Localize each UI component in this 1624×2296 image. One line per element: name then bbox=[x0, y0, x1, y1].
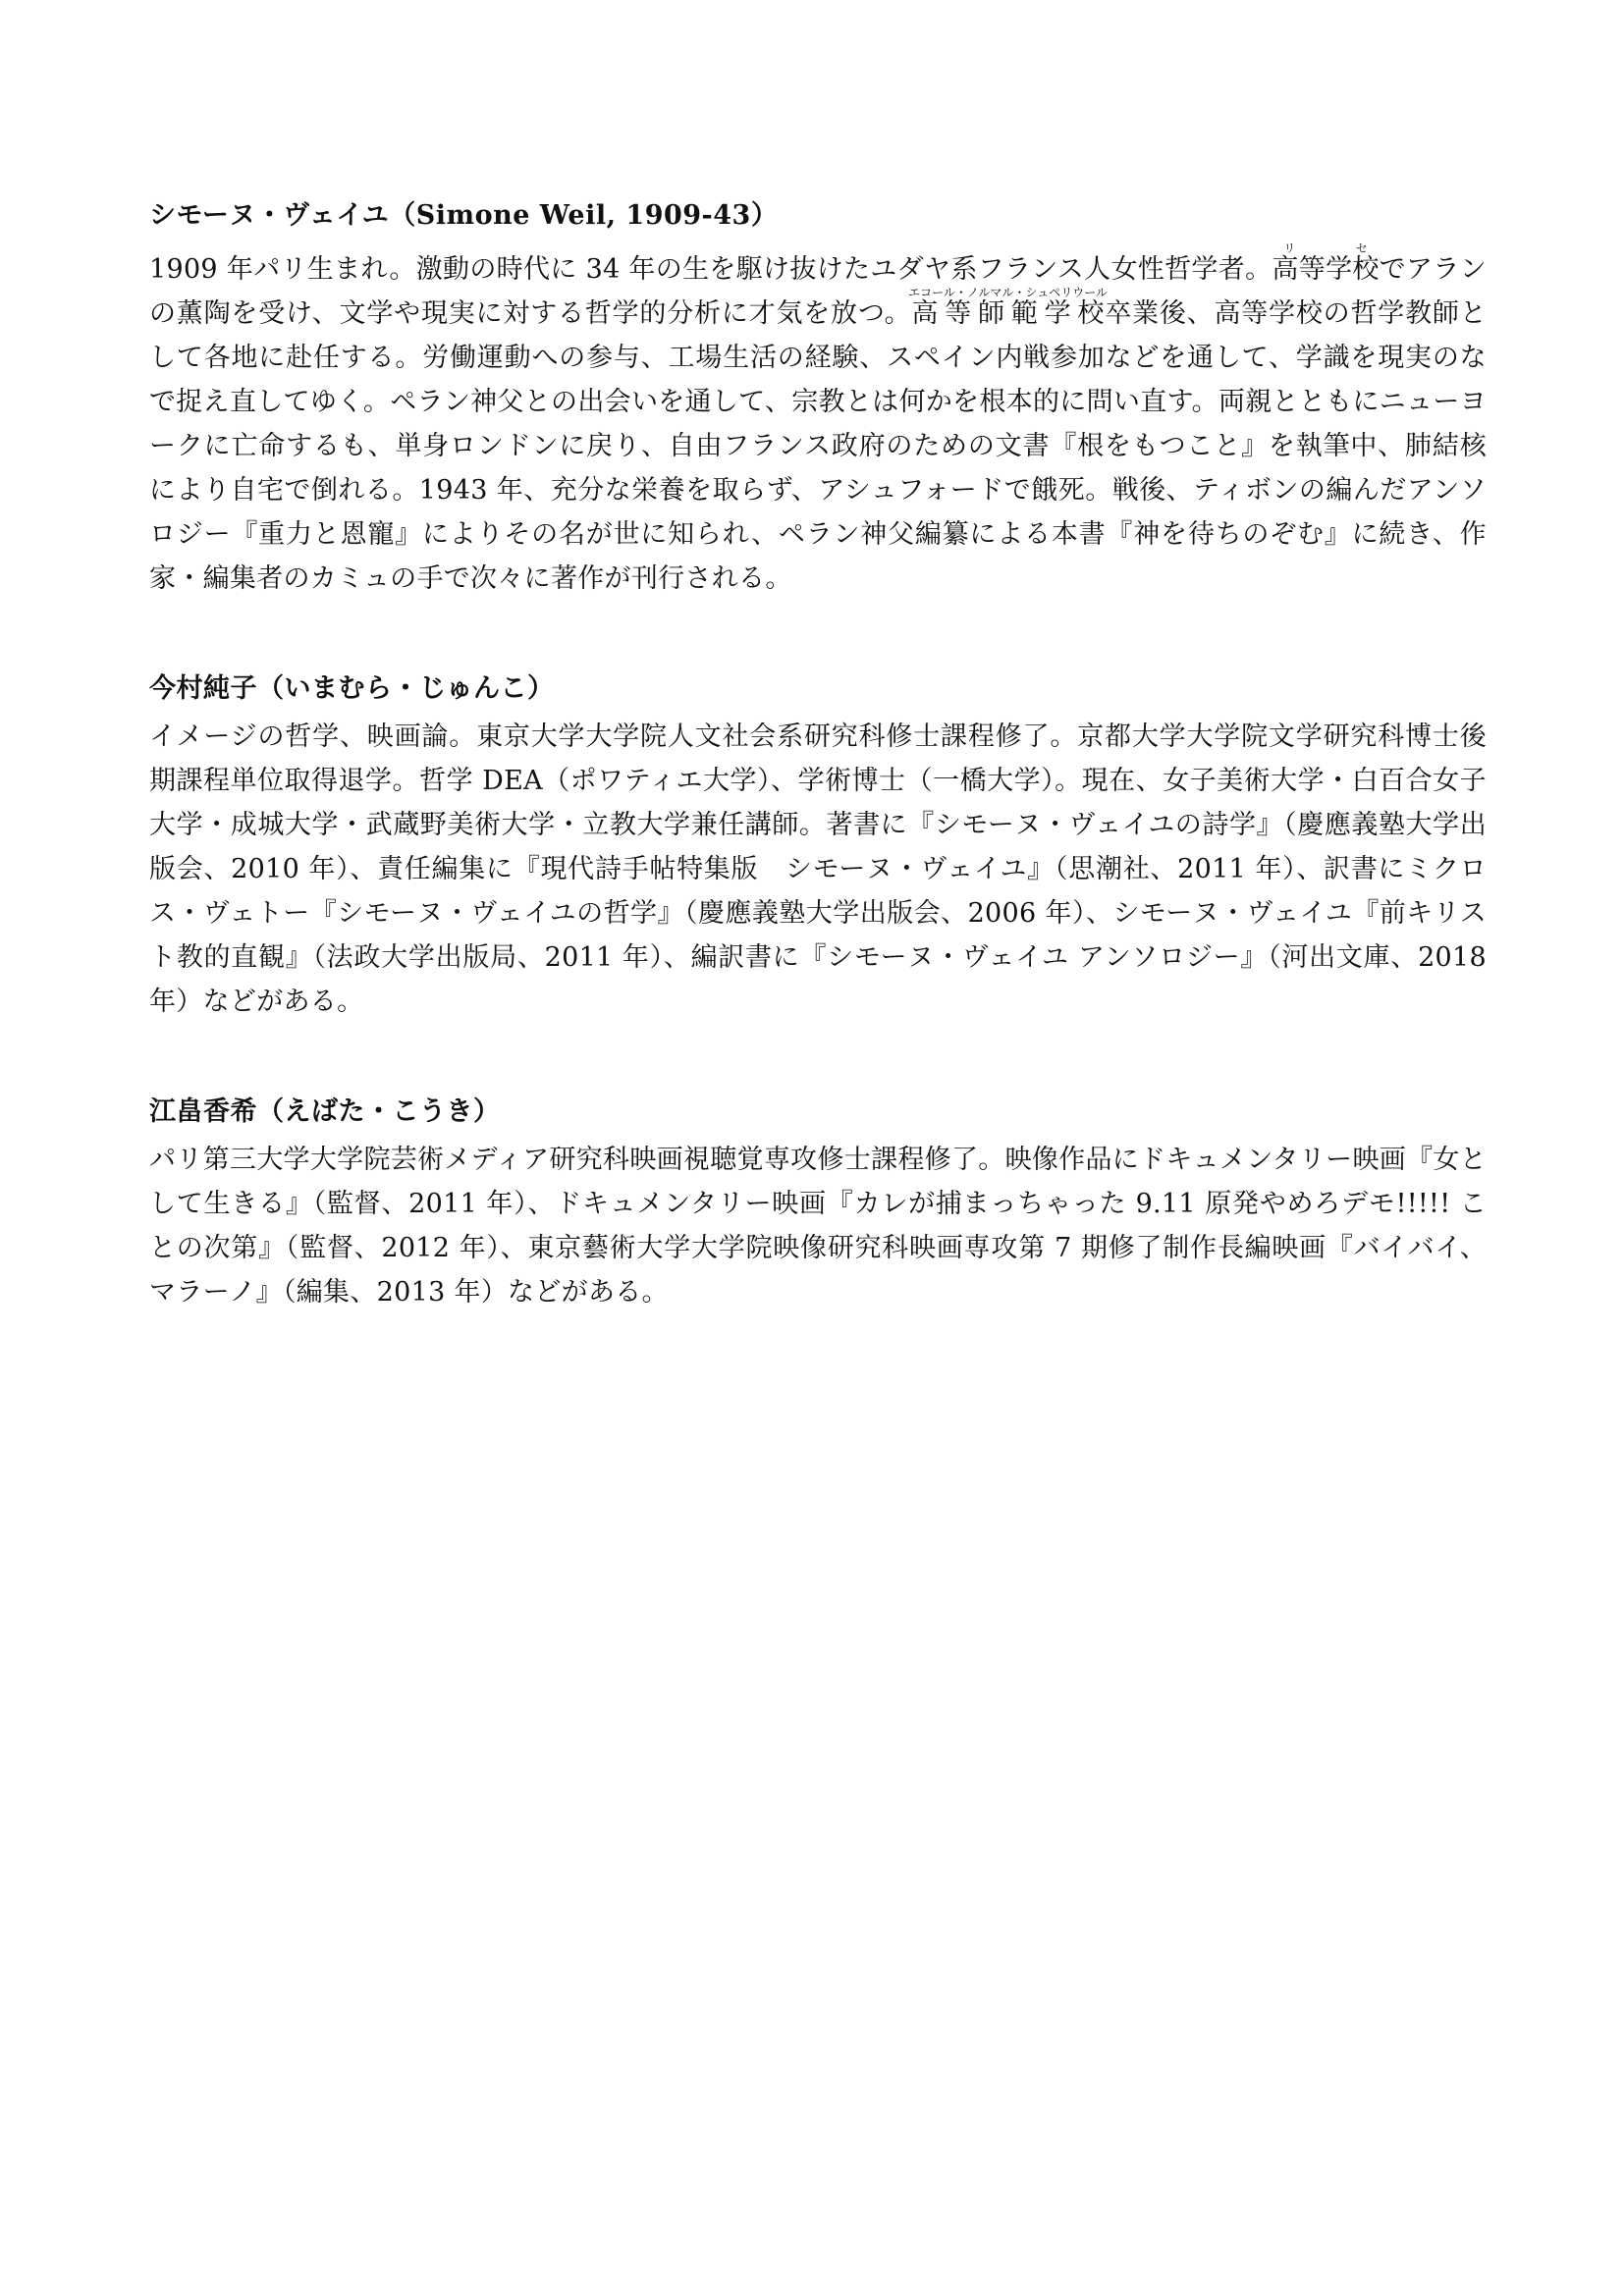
bio-text-ebata: パリ第三大学大学院芸術メディア研究科映画視聴覚専攻修士課程修了。映像作品にドキュメンタリー映画『女として生きる』（監督、2011 年）、ドキュメンタリー映画『カレが捕まっちゃった 9.11 原発やめろデモ!!!!! ことの次第』（監督、2012 年）、東京藝術大学大学院映像研究科映画専攻第 7 期修了制作長編映画『バイバイ、マラーノ』（編集、2013 年）などがある。 bbox=[149, 1145, 1487, 1308]
ruby-lycee bbox=[1272, 241, 1380, 285]
bio-section-imamura bbox=[149, 669, 1487, 1024]
bio-heading-imamura: 今村純子（いまむら・じゅんこ） bbox=[149, 673, 555, 704]
ruby-lycee-reading: リセ bbox=[1272, 241, 1380, 255]
bio-section-weil bbox=[149, 196, 1487, 601]
ruby-ens-reading: エコール・ノルマル・シュペリウール bbox=[908, 286, 1108, 299]
bio-text-weil-part-1: 1909 年パリ生まれ。激動の時代に 34 年の生を駆け抜けたユダヤ系フランス人女性哲学者。 bbox=[149, 254, 1272, 285]
bio-text-weil-part-2: でアランの薫陶を受け、文学や現実に対する哲学的分析に才気を放つ。 bbox=[149, 254, 1488, 329]
ruby-ens-base: 高等師範学校 bbox=[908, 298, 1108, 329]
page bbox=[149, 196, 1487, 1383]
bio-heading-ebata: 江畠香希（えばた・こうき） bbox=[149, 1096, 501, 1127]
bio-text-weil bbox=[149, 241, 1487, 601]
bio-text-imamura: イメージの哲学、映画論。東京大学大学院人文社会系研究科修士課程修了。京都大学大学院文学研究科博士後期課程単位取得退学。哲学 DEA（ポワティエ大学）、学術博士（一橋大学）。現在、女子美術大学・白百合女子大学・成城大学・武蔵野美術大学・立教大学兼任講師。著書に『シモーヌ・ヴェイユの詩学』（慶應義塾大学出版会、2010 年）、責任編集に『現代詩手帖特集版 シモーヌ・ヴェイユ』（思潮社、2011 年）、訳書にミクロス・ヴェトー『シモーヌ・ヴェイユの哲学』（慶應義塾大学出版会、2006 年）、シモーヌ・ヴェイユ『前キリスト教的直観』（法政大学出版局、2011 年）、編訳書に『シモーヌ・ヴェイユ アンソロジー』（河出文庫、2018 年）などがある。 bbox=[149, 721, 1487, 1017]
bio-heading-weil: シモーヌ・ヴェイユ（Simone Weil, 1909-43） bbox=[149, 200, 779, 231]
bio-text-weil-part-3: 卒業後、高等学校の哲学教師として各地に赴任する。労働運動への参与、工場生活の経験、スペイン内戦参加などを通して、学識を現実のなで捉え直してゆく。ペラン神父との出会いを通して、宗教とは何かを根本的に問い直す。両親とともにニューヨークに亡命するも、単身ロンドンに戻り、自由フランス政府のための文書『根をもつこと』を執筆中、肺結核により自宅で倒れる。1943 年、充分な栄養を取らず、アシュフォードで餓死。戦後、ティボンの編んだアンソロジー『重力と恩寵』によりその名が世に知られ、ペラン神父編纂による本書『神を待ちのぞむ』に続き、作家・編集者のカミュの手で次々に著作が刊行される。 bbox=[149, 298, 1487, 594]
ruby-ens bbox=[908, 286, 1108, 329]
bio-section-ebata bbox=[149, 1093, 1487, 1314]
ruby-lycee-base: 高等学校 bbox=[1272, 254, 1380, 285]
